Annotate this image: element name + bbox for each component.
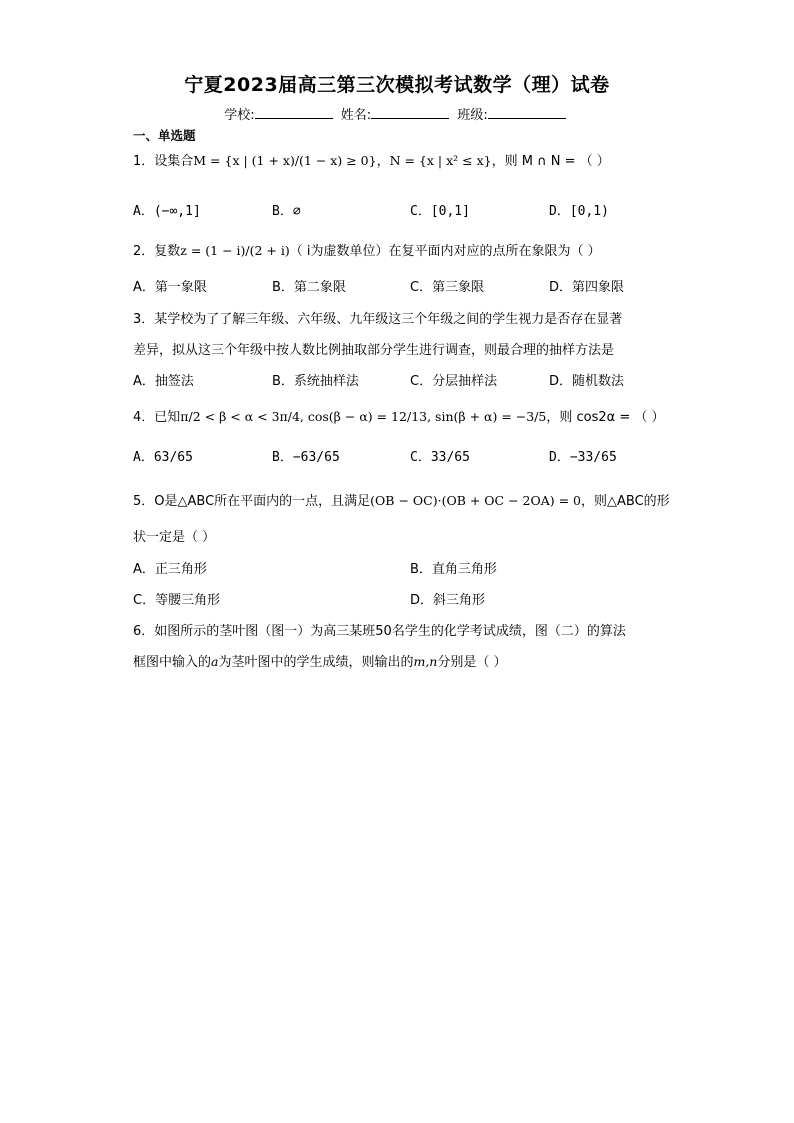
- q3-option-c[interactable]: C．分层抽样法: [410, 374, 498, 389]
- question-6-line-2: [133, 651, 507, 670]
- q4-option-b[interactable]: B．−63/65: [272, 450, 340, 465]
- q1-set-n: N = {x | x² ≤ x}: [389, 153, 492, 168]
- q2-prefix: 2．复数: [133, 244, 181, 259]
- q3-option-b[interactable]: B．系统抽样法: [272, 374, 359, 389]
- q2-z: z = (1 − i)/(2 + i): [180, 243, 290, 258]
- class-blank[interactable]: [488, 106, 566, 119]
- school-label: 学校:: [224, 108, 255, 123]
- q6-text-c: 分别是（ ）: [437, 655, 507, 670]
- class-label: 班级:: [457, 108, 488, 123]
- q4-option-c[interactable]: C．33/65: [410, 450, 470, 465]
- q1-option-a[interactable]: A．(−∞,1]: [133, 204, 201, 219]
- q5-tail: ，则△ABC的形: [581, 494, 670, 509]
- q5-option-a[interactable]: A．正三角形: [133, 562, 207, 577]
- q2-option-d[interactable]: D．第四象限: [549, 280, 625, 295]
- q6-vars-mn: m,n: [413, 654, 438, 669]
- q2-option-a[interactable]: A．第一象限: [133, 280, 207, 295]
- q4-ask: ，则 cos2α = （ ）: [546, 410, 665, 425]
- question-5-line-2: 状一定是（ ）: [133, 530, 216, 545]
- q2-option-c[interactable]: C．第三象限: [410, 280, 485, 295]
- name-label: 姓名:: [340, 108, 372, 123]
- question-6-line-1: 6．如图所示的茎叶图（图一）为高三某班50名学生的化学考试成绩，图（二）的算法: [133, 624, 626, 639]
- q5-vector-condition: (OB − OC)·(OB + OC − 2OA) = 0: [370, 493, 582, 508]
- question-5-line-1: [133, 490, 670, 509]
- student-info-line: [0, 104, 794, 123]
- section-heading: 一、单选题: [133, 128, 196, 143]
- q5-number: 5．: [133, 494, 155, 509]
- q3-option-d[interactable]: D．随机数法: [549, 374, 625, 389]
- name-blank[interactable]: [371, 106, 449, 119]
- school-blank[interactable]: [255, 106, 333, 119]
- question-1: 1．设集合M = {x | (1 + x)/(1 − x) ≥ 0}，N = {x | x² ≤ x}，则 M ∩ N = （ ）: [133, 153, 610, 169]
- question-3-line-2: 差异，拟从这三个年级中按人数比例抽取部分学生进行调查，则最合理的抽样方法是: [133, 343, 615, 358]
- q6-var-a: a: [211, 654, 219, 669]
- q5-option-c[interactable]: C．等腰三角形: [133, 593, 221, 608]
- exam-title: 宁夏2023届高三第三次模拟考试数学（理）试卷: [184, 74, 610, 96]
- question-4: [133, 406, 665, 425]
- q6-text-a: 框图中输入的: [133, 655, 212, 670]
- q3-option-a[interactable]: A．抽签法: [133, 374, 194, 389]
- q4-prefix: 4．已知: [133, 410, 181, 425]
- q2-option-b[interactable]: B．第二象限: [272, 280, 346, 295]
- q1-set-m: M = {x | (1 + x)/(1 − x) ≥ 0}: [193, 153, 377, 168]
- q5-intro: O是△ABC所在平面内的一点，且满足: [154, 494, 371, 509]
- q1-ask: ，则 M ∩ N = （ ）: [491, 154, 610, 169]
- q4-option-d[interactable]: D．−33/65: [549, 450, 617, 465]
- q5-option-d[interactable]: D．斜三角形: [410, 593, 486, 608]
- q5-option-b[interactable]: B．直角三角形: [410, 562, 497, 577]
- q6-text-b: 为茎叶图中的学生成绩，则输出的: [218, 655, 414, 670]
- q1-prefix: 1．设集合: [133, 154, 194, 169]
- q1-option-b[interactable]: B．∅: [272, 204, 301, 219]
- q1-option-d[interactable]: D．[0,1): [549, 204, 609, 219]
- q2-text: （ i为虚数单位）在复平面内对应的点所在象限为（ ）: [289, 244, 601, 259]
- q4-option-a[interactable]: A．63/65: [133, 450, 193, 465]
- q4-condition: π/2 < β < α < 3π/4, cos(β − α) = 12/13, sin(β + α) = −3/5: [180, 409, 547, 424]
- question-2: [133, 240, 601, 259]
- q1-option-c[interactable]: C．[0,1]: [410, 204, 470, 219]
- question-3-line-1: 3．某学校为了了解三年级、六年级、九年级这三个年级之间的学生视力是否存在显著: [133, 312, 623, 327]
